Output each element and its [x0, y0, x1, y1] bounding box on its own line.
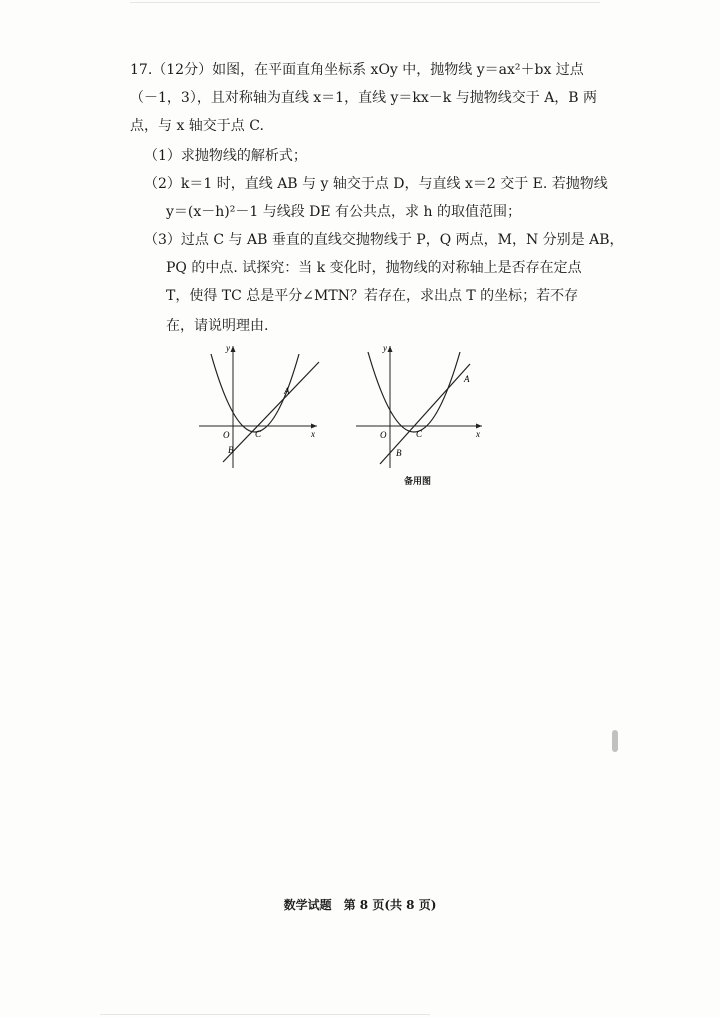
x-axis-arrow [476, 424, 482, 429]
part-2-line-2: y＝(x－h)²－1 与线段 DE 有公共点，求 h 的取值范围； [166, 204, 521, 220]
label-b: B [228, 445, 234, 455]
figure-main [195, 340, 325, 475]
label-y: y [383, 343, 387, 353]
part-3-line-2: PQ 的中点. 试探究：当 k 变化时，抛物线的对称轴上是否存在定点 [166, 260, 582, 276]
part-3-line-3: T，使得 TC 总是平分∠MTN？若存在，求出点 T 的坐标；若不存 [166, 288, 579, 304]
label-x: x [311, 429, 315, 439]
label-b: B [396, 448, 402, 458]
part-3-line-4: 在，请说明理由. [166, 318, 269, 334]
scan-mark [612, 730, 618, 752]
part-2-line-1: （2）k＝1 时，直线 AB 与 y 轴交于点 D，与直线 x＝2 交于 E. 若抛物线 [144, 176, 608, 192]
y-axis-arrow [231, 346, 236, 352]
question-intro-line-2: （－1，3），且对称轴为直线 x＝1，直线 y＝kx－k 与抛物线交于 A，B 两 [130, 90, 598, 106]
label-x: x [476, 429, 480, 439]
label-origin: O [380, 430, 387, 440]
y-axis-arrow [388, 346, 393, 352]
figure-spare-caption: 备用图 [404, 477, 432, 487]
part-3-line-1: （3）过点 C 与 AB 垂直的直线交抛物线于 P，Q 两点，M，N 分别是 AB， [144, 232, 624, 248]
label-y: y [226, 343, 230, 353]
question-number: 17.（12分） [130, 62, 213, 78]
scan-edge-bottom [100, 1014, 430, 1015]
figure-spare [352, 340, 487, 475]
question-intro-line-3: 点，与 x 轴交于点 C. [130, 118, 264, 134]
scan-edge-top [130, 2, 600, 3]
label-origin: O [223, 430, 230, 440]
parabola [368, 352, 460, 432]
question-intro-line-1 [130, 60, 584, 80]
label-c: C [255, 429, 262, 439]
x-axis-arrow [311, 424, 317, 429]
line-ab [223, 362, 319, 462]
label-a: A [464, 374, 470, 384]
label-a: A [284, 386, 290, 396]
question-intro-text-1: 如图，在平面直角坐标系 xOy 中，抛物线 y＝ax²＋bx 过点 [212, 62, 584, 78]
label-c: C [416, 429, 423, 439]
page-footer: 数学试题 第 8 页(共 8 页) [283, 898, 437, 912]
line-ab [380, 364, 470, 464]
part-1: （1）求抛物线的解析式； [144, 148, 307, 164]
